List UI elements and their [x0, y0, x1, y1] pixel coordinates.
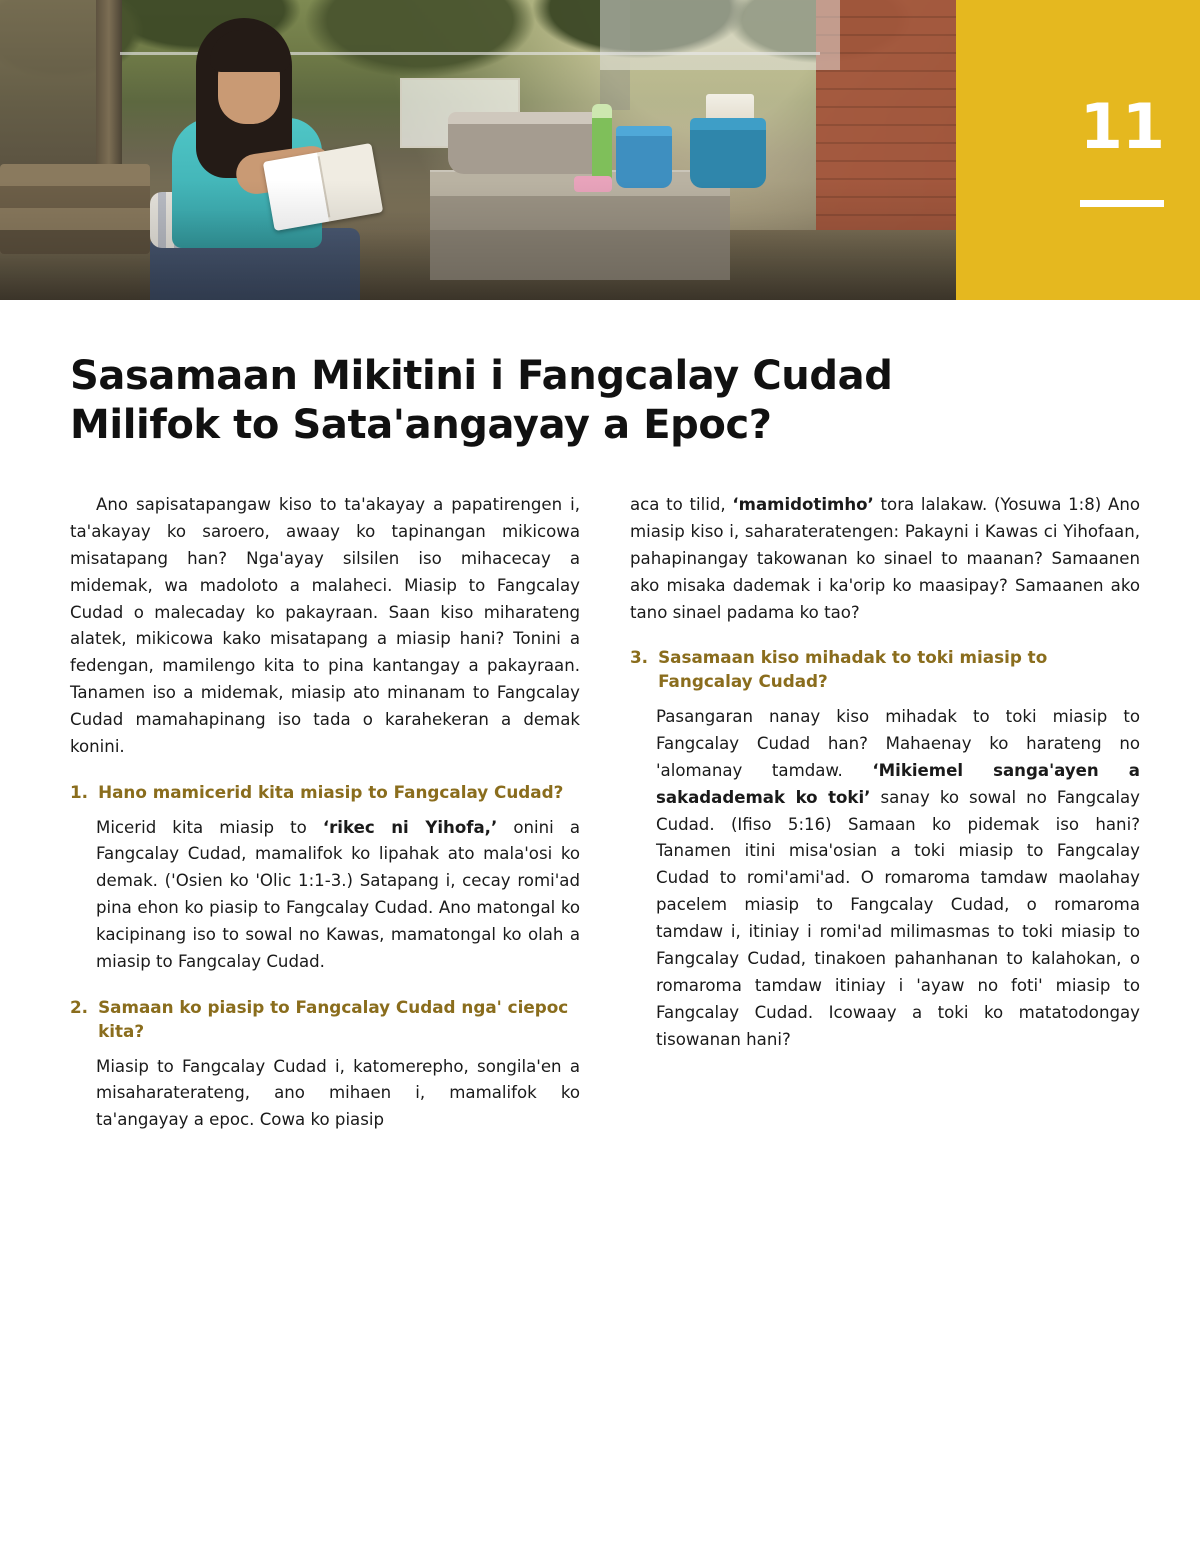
question-3-number: 3. — [630, 647, 649, 668]
question-2-number: 2. — [70, 996, 89, 1017]
question-2-answer — [96, 1054, 580, 1135]
lesson-number-underline — [1080, 200, 1164, 207]
lesson-number-block — [956, 0, 1200, 300]
photo-teal-bucket — [690, 118, 766, 188]
question-1 — [70, 781, 580, 805]
question-2-answer-text: Miasip to Fangcalay Cudad i, katomerepho, songila'en a misaharaterateng, ano mihaen i, mamalifok ko ta'angayay a epoc. Cowa ko piasip — [96, 1056, 580, 1130]
photo-vignette — [0, 180, 956, 300]
question-3-answer — [656, 704, 1140, 1053]
article-body — [70, 492, 1140, 1148]
question-1-answer — [96, 815, 580, 976]
photo-blue-bucket — [616, 126, 672, 188]
intro-paragraph: Ano sapisatapangaw kiso to ta'akayay a papatirengen i, ta'akayay ko saroero, awaay ko tapinangan mikicowa misatapang han? Nga'ayay silsilen iso mihacecay a midemak, wa madoloto a malaheci. Miasip to Fangcalay Cudad o malecaday ko pakayraan. Saan kiso miharateng alatek, mikicowa kako misatapang a miasip hani? Tonini a fedengan, mamilengo kita to pina kantangay a pakayraan. Tanamen iso a midemak, miasip ato minanam to Fangcalay Cudad mamahapinang iso tada o karahekeran a demak konini. — [70, 495, 580, 756]
photo-wash-basin — [448, 112, 608, 174]
question-2 — [70, 996, 580, 1044]
question-3-text: Sasamaan kiso mihadak to toki miasip to Fangcalay Cudad? — [658, 647, 1048, 692]
page-title: Sasamaan Mikitini i Fangcalay Cudad Milifok to Sata'angayay a Epoc? — [70, 353, 893, 448]
header-photo — [0, 0, 956, 300]
continuation-paragraph: aca to tilid, ‘mamidotimho’ tora lalakaw. (Yosuwa 1:8) Ano miasip kiso i, saharateratengen: Pakayni i Kawas ci Yihofaan, pahapinangay takowanan ko sinael to maanan? Samaanen ako misaka dademak i ka'orip ko maasipay? Samaanen ako tano sinael padama ko tao? — [630, 495, 1140, 622]
question-2-text: Samaan ko piasip to Fangcalay Cudad nga' ciepoc kita? — [98, 996, 569, 1041]
page-header-banner — [0, 0, 1200, 300]
photo-bottle — [592, 104, 612, 182]
right-column — [630, 492, 1140, 1148]
question-1-text: Hano mamicerid kita miasip to Fangcalay Cudad? — [98, 781, 564, 802]
question-3 — [630, 646, 1140, 694]
question-3-answer-text: Pasangaran nanay kiso mihadak to toki miasip to Fangcalay Cudad han? Mahaenay ko harateng no 'alomanay tamdaw. ‘Mikiemel sanga'ayen a sakadademak ko toki’ sanay ko sowal no Fangcalay Cudad. (Ifiso 5:16) Samaan ko pidemak iso hani? Tanamen itini misa'osian a toki miasip to Fangcalay Cudad to romi'ami'ad. O romaroma tamdaw maolahay pacelem miasip to Fangcalay Cudad, o romaroma tamdaw i, itiniay i romi'ad milimasmas to toki miasip to Fangcalay Cudad, tinakoen pahanhanan to kalahokan, o romaroma tamdaw itiniay i 'ayaw no foti' miasip to Fangcalay Cudad. Icowaay a toki ko matatodongay tisowanan hani? — [656, 707, 1141, 1049]
photo-woman-fringe — [210, 30, 290, 72]
left-column — [70, 492, 580, 1148]
question-1-number: 1. — [70, 781, 89, 802]
lesson-number: 11 — [1079, 90, 1164, 163]
question-1-answer-text: Micerid kita miasip to ‘rikec ni Yihofa,’ onini a Fangcalay Cudad, mamalifok ko lipahak ato mala'osi ko demak. ('Osien ko 'Olic 1:1-3.) Satapang i, cecay romi'ad pina ehon ko piasip to Fangcalay Cudad. Ano matongal ko kacipinang iso to sowal no Kawas, mamatongal ko olah a miasip to Fangcalay Cudad. — [96, 817, 581, 971]
